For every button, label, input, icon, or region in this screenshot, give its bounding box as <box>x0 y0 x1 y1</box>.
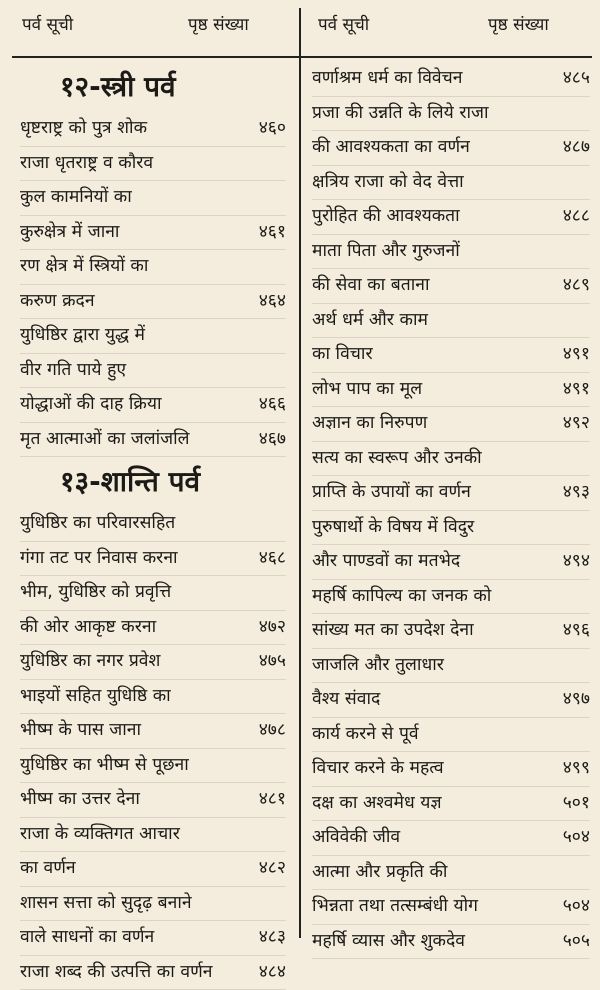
entry-title: भाइयों सहित युधिष्ठि का <box>20 680 171 714</box>
index-entry <box>312 545 590 580</box>
index-entry <box>312 925 590 960</box>
entry-page-number: ५०४ <box>563 890 590 924</box>
index-entry <box>20 354 286 389</box>
entry-page-number: ४८४ <box>259 956 286 990</box>
index-entry <box>20 388 286 423</box>
entry-title: की सेवा का बताना <box>312 269 429 303</box>
index-entry <box>312 649 590 684</box>
entry-page-number: ४८१ <box>259 783 286 817</box>
entry-title: युधिष्ठिर का नगर प्रवेश <box>20 645 160 679</box>
entry-title: मृत आत्माओं का जलांजलि <box>20 423 190 457</box>
entry-page-number: ५०५ <box>563 925 590 959</box>
entry-page-number: ४९१ <box>563 338 590 372</box>
entry-page-number: ४६६ <box>259 388 286 422</box>
index-entry <box>312 373 590 408</box>
index-entry <box>312 407 590 442</box>
entry-title: कुल कामनियों का <box>20 181 132 215</box>
index-entry <box>20 576 286 611</box>
index-entry <box>312 62 590 97</box>
index-entry <box>312 580 590 615</box>
index-entry <box>312 235 590 270</box>
index-entry <box>312 442 590 477</box>
entry-title: लोभ पाप का मूल <box>312 373 422 407</box>
index-entry <box>20 611 286 646</box>
index-entry <box>20 887 286 922</box>
index-entry <box>312 856 590 891</box>
entry-page-number: ४७२ <box>259 611 286 645</box>
index-entry <box>312 683 590 718</box>
index-entry <box>20 285 286 320</box>
entry-title: सत्य का स्वरूप और उनकी <box>312 442 482 476</box>
index-entry <box>20 749 286 784</box>
index-entry <box>312 718 590 753</box>
entry-page-number: ४८७ <box>563 131 590 165</box>
entry-title: की ओर आकृष्ट करना <box>20 611 156 645</box>
entry-title: राजा शब्द की उत्पत्ति का वर्णन <box>20 956 212 990</box>
index-entry <box>20 783 286 818</box>
entry-page-number: ४९२ <box>563 407 590 441</box>
entry-page-number: ४८९ <box>563 269 590 303</box>
index-entry <box>312 200 590 235</box>
entry-page-number: ४६७ <box>259 423 286 457</box>
index-entry <box>20 818 286 853</box>
index-entry <box>312 476 590 511</box>
column-divider <box>299 8 301 938</box>
entry-title: भीष्म का उत्तर देना <box>20 783 140 817</box>
index-entry <box>20 423 286 458</box>
entry-title: जाजलि और तुलाधार <box>312 649 444 683</box>
left-header-page: पृष्ठ संख्या <box>188 12 249 35</box>
index-entry <box>20 645 286 680</box>
section-title: १२-स्त्री पर्व <box>60 62 176 112</box>
index-entry <box>20 542 286 577</box>
index-entry <box>312 304 590 339</box>
right-column <box>312 62 590 959</box>
index-entry <box>20 319 286 354</box>
entry-page-number: ४९३ <box>563 476 590 510</box>
entry-title: सांख्य मत का उपदेश देना <box>312 614 474 648</box>
index-entry <box>312 787 590 822</box>
index-entry <box>312 511 590 546</box>
entry-title: राजा के व्यक्तिगत आचार <box>20 818 180 852</box>
index-entry <box>20 921 286 956</box>
entry-title: माता पिता और गुरुजनों <box>312 235 460 269</box>
entry-page-number: ४८२ <box>259 852 286 886</box>
index-entry <box>312 338 590 373</box>
section-heading <box>20 62 286 112</box>
entry-title: युधिष्ठिर द्वारा युद्ध में <box>20 319 145 353</box>
index-entry <box>312 821 590 856</box>
right-header-title: पर्व सूची <box>318 12 369 35</box>
entry-page-number: ४९१ <box>563 373 590 407</box>
entry-title: महर्षि व्यास और शुकदेव <box>312 925 465 959</box>
entry-title: वीर गति पाये हुए <box>20 354 126 388</box>
index-entry <box>312 890 590 925</box>
right-header-page: पृष्ठ संख्या <box>488 12 549 35</box>
entry-title: वैश्य संवाद <box>312 683 380 717</box>
entry-title: भीम, युधिष्ठिर को प्रवृत्ति <box>20 576 171 610</box>
index-entry <box>312 614 590 649</box>
entry-page-number: ४६८ <box>259 542 286 576</box>
entry-title: वर्णाश्रम धर्म का विवेचन <box>312 62 462 96</box>
entry-title: युधिष्ठिर का भीष्म से पूछना <box>20 749 189 783</box>
entry-page-number: ४८५ <box>563 62 590 96</box>
index-entry <box>312 131 590 166</box>
entry-page-number: ५०१ <box>563 787 590 821</box>
entry-page-number: ४७५ <box>259 645 286 679</box>
index-entry <box>20 250 286 285</box>
index-entry <box>312 269 590 304</box>
header-divider <box>12 56 592 58</box>
index-entry <box>312 752 590 787</box>
entry-title: की आवश्यकता का वर्णन <box>312 131 470 165</box>
entry-title: रण क्षेत्र में स्त्रियों का <box>20 250 148 284</box>
index-entry <box>20 112 286 147</box>
entry-title: अज्ञान का निरुपण <box>312 407 427 441</box>
entry-page-number: ४८३ <box>259 921 286 955</box>
index-entry <box>20 852 286 887</box>
entry-title: का वर्णन <box>20 852 76 886</box>
left-column <box>20 62 286 990</box>
index-entry <box>312 166 590 201</box>
index-entry <box>20 216 286 251</box>
index-entry <box>20 181 286 216</box>
index-entry <box>20 956 286 990</box>
entry-title: क्षत्रिय राजा को वेद वेत्ता <box>312 166 464 200</box>
entry-page-number: ४९४ <box>563 545 590 579</box>
section-heading <box>20 457 286 507</box>
entry-title: दक्ष का अश्वमेध यज्ञ <box>312 787 442 821</box>
entry-title: प्रजा की उन्नति के लिये राजा <box>312 97 489 131</box>
left-header-title: पर्व सूची <box>22 12 73 35</box>
entry-title: कार्य करने से पूर्व <box>312 718 419 752</box>
entry-title: भीष्म के पास जाना <box>20 714 141 748</box>
entry-page-number: ४९७ <box>563 683 590 717</box>
entry-title: धृष्टराष्ट्र को पुत्र शोक <box>20 112 147 146</box>
entry-title: युधिष्ठिर का परिवारसहित <box>20 507 175 541</box>
entry-title: गंगा तट पर निवास करना <box>20 542 178 576</box>
entry-title: राजा धृतराष्ट्र व कौरव <box>20 147 153 181</box>
entry-title: योद्धाओं की दाह क्रिया <box>20 388 162 422</box>
entry-page-number: ४६१ <box>259 216 286 250</box>
entry-page-number: ४६४ <box>259 285 286 319</box>
entry-page-number: ४९६ <box>563 614 590 648</box>
entry-title: भिन्नता तथा तत्सम्बंधी योग <box>312 890 478 924</box>
index-entry <box>312 97 590 132</box>
entry-title: का विचार <box>312 338 373 372</box>
entry-title: करुण क्रदन <box>20 285 95 319</box>
entry-title: प्राप्ति के उपायों का वर्णन <box>312 476 471 510</box>
index-entry <box>20 147 286 182</box>
index-entry <box>20 680 286 715</box>
entry-page-number: ४६० <box>259 112 286 146</box>
entry-title: पुरोहित की आवश्यकता <box>312 200 460 234</box>
entry-title: महर्षि कापिल्य का जनक को <box>312 580 491 614</box>
section-title: १३-शान्ति पर्व <box>60 457 200 507</box>
entry-title: कुरुक्षेत्र में जाना <box>20 216 119 250</box>
index-entry <box>20 714 286 749</box>
entry-title: अर्थ धर्म और काम <box>312 304 428 338</box>
entry-title: पुरुषार्थो के विषय में विदुर <box>312 511 474 545</box>
entry-title: विचार करने के महत्व <box>312 752 444 786</box>
entry-page-number: ४९९ <box>563 752 590 786</box>
entry-title: वाले साधनों का वर्णन <box>20 921 154 955</box>
entry-page-number: ५०४ <box>563 821 590 855</box>
entry-page-number: ४७८ <box>259 714 286 748</box>
entry-title: और पाण्डवों का मतभेद <box>312 545 460 579</box>
entry-page-number: ४८८ <box>563 200 590 234</box>
index-entry <box>20 507 286 542</box>
entry-title: आत्मा और प्रकृति की <box>312 856 447 890</box>
entry-title: अविवेकी जीव <box>312 821 400 855</box>
entry-title: शासन सत्ता को सुदृढ़ बनाने <box>20 887 192 921</box>
